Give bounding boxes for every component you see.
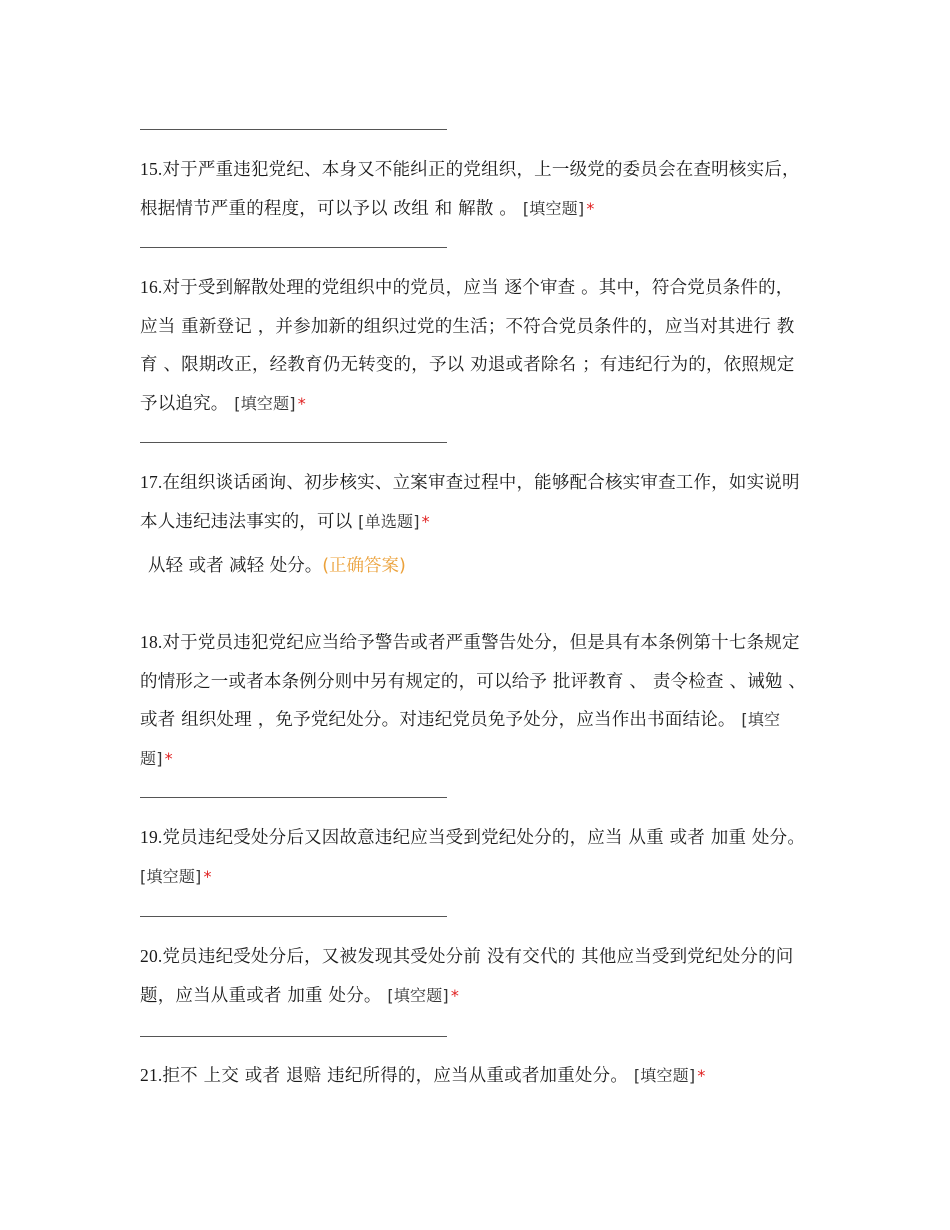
question-21 [140,1056,810,1096]
question-20 [140,937,810,1015]
answer-blank-line-20[interactable] [140,1036,447,1037]
question-type-tag: [填空题] [234,393,296,413]
question-number: 16. [140,277,163,297]
required-asterisk: * [450,985,460,1005]
answer-option-selected[interactable] [148,551,406,581]
required-asterisk: * [164,748,173,768]
question-text: 对于严重违犯党纪、本身又不能纠正的党组织，上一级党的委员会在查明核实后，根据情节严重的程度，可以予以 改组 和 解散 。 [140,160,800,219]
question-type-tag: [单选题] [358,511,420,531]
answer-blank-line-19[interactable] [140,916,447,917]
question-text: 拒不 上交 或者 退赔 违纪所得的，应当从重或者加重处分。 [162,1066,629,1086]
question-type-tag: [填空题] [140,710,781,768]
answer-blank-line-15[interactable] [140,247,447,248]
question-text: 党员违纪受处分后又因故意违纪应当受到党纪处分的，应当 从重 或者 加重 处分。 [162,828,806,848]
question-number: 21. [140,1065,163,1085]
question-number: 19. [140,827,163,847]
question-number: 20. [140,946,163,966]
required-asterisk: * [421,511,430,531]
question-number: 18. [140,632,163,652]
question-15 [140,150,810,228]
question-18 [140,623,810,778]
question-type-tag: [填空题] [140,866,202,886]
correct-answer-label: (正确答案) [322,556,406,576]
question-type-tag: [填空题] [522,198,585,218]
question-text: 在组织谈话函询、初步核实、立案审查过程中，能够配合核实审查工作，如实说明本人违纪违法事实的，可以 [140,473,800,532]
required-asterisk: * [586,198,595,218]
question-type-tag: [填空题] [633,1066,696,1085]
question-text: 对于党员违犯党纪应当给予警告或者严重警告处分，但是具有本条例第十七条规定的情形之一或者本条例分则中另有规定的，可以给予 批评教育 、 责令检查 、诫勉 、或者 组织处理 ，免予党纪处分。对违纪党员免予处分，应当作出书面结论。 [140,633,807,730]
answer-blank-line-16[interactable] [140,442,447,443]
question-number: 15. [140,159,163,179]
required-asterisk: * [203,866,212,886]
question-number: 17. [140,472,163,492]
question-17 [140,463,810,541]
question-type-tag: [填空题] [387,985,449,1005]
answer-text: 从轻 或者 减轻 处分。 [148,556,323,576]
answer-blank-line[interactable] [140,129,447,130]
question-text: 对于受到解散处理的党组织中的党员，应当 逐个审查 。其中，符合党员条件的，应当 重新登记 ，并参加新的组织过党的生活；不符合党员条件的，应当对其进行 教育 、限期改正，经教育仍无转变的，予以 劝退或者除名 ；有违纪行为的，依照规定予以追究。 [140,278,795,414]
answer-blank-line-18[interactable] [140,797,447,798]
question-19 [140,818,810,896]
question-text: 党员违纪受处分后，又被发现其受处分前 没有交代的 其他应当受到党纪处分的问题，应当从重或者 加重 处分。 [140,947,794,1006]
required-asterisk: * [697,1066,706,1085]
question-16 [140,268,810,423]
required-asterisk: * [297,393,306,413]
